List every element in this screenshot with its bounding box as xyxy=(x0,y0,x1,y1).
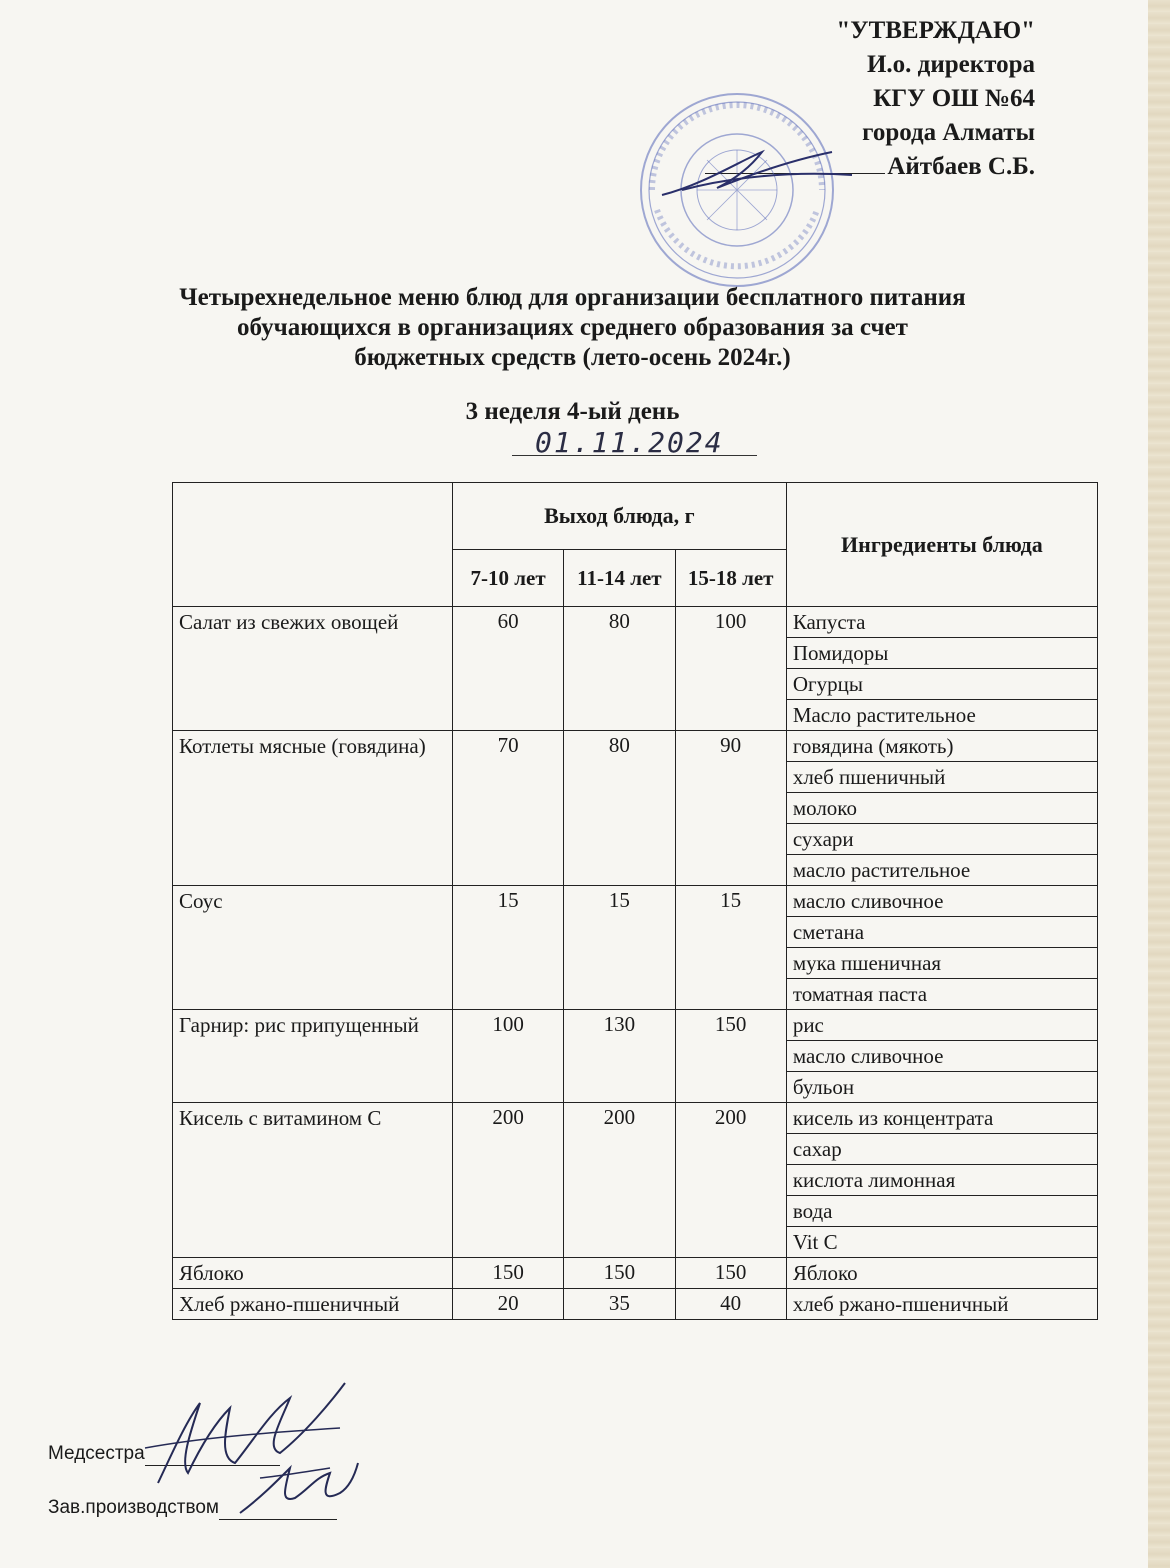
production-label: Зав.производством xyxy=(48,1497,219,1518)
dish-yield: 35 xyxy=(564,1289,675,1320)
dish-yield: 15 xyxy=(675,886,786,1010)
document-title xyxy=(120,283,1025,373)
dish-name: Гарнир: рис припущенный xyxy=(173,1010,453,1103)
dish-yield: 200 xyxy=(564,1103,675,1258)
dish-yield: 90 xyxy=(675,731,786,886)
ingredient-item: говядина (мякоть) xyxy=(786,731,1097,762)
ingredient-item: сахар xyxy=(786,1134,1097,1165)
approval-heading: "УТВЕРЖДАЮ" xyxy=(836,17,1035,44)
dish-yield: 100 xyxy=(675,607,786,731)
table-row xyxy=(173,1289,1098,1320)
age-header-11-14: 11-14 лет xyxy=(564,550,675,607)
dish-yield: 60 xyxy=(452,607,563,731)
table-row xyxy=(173,1010,1098,1041)
ingredient-item: масло растительное xyxy=(786,855,1097,886)
production-handwritten-signature xyxy=(220,1448,360,1518)
ingredient-item: сухари xyxy=(786,824,1097,855)
dish-name: Салат из свежих овощей xyxy=(173,607,453,731)
dish-yield: 200 xyxy=(452,1103,563,1258)
ingredient-item: масло сливочное xyxy=(786,1041,1097,1072)
dish-yield: 200 xyxy=(675,1103,786,1258)
title-line-3: бюджетных средств (лето-осень 2024г.) xyxy=(354,344,791,371)
table-row xyxy=(173,1258,1098,1289)
dish-yield: 80 xyxy=(564,607,675,731)
dish-yield: 40 xyxy=(675,1289,786,1320)
dish-yield: 80 xyxy=(564,731,675,886)
table-row xyxy=(173,607,1098,638)
ingredient-item: молоко xyxy=(786,793,1097,824)
ingredients-header: Ингредиенты блюда xyxy=(786,483,1097,607)
ingredient-item: бульон xyxy=(786,1072,1097,1103)
date-underline xyxy=(512,455,757,456)
ingredient-item: рис xyxy=(786,1010,1097,1041)
menu-table-body xyxy=(173,607,1098,1320)
week-day: 3 неделя 4-ый день xyxy=(465,398,680,425)
nurse-label: Медсестра xyxy=(48,1443,145,1464)
ingredient-item: Vit C xyxy=(786,1227,1097,1258)
dish-yield: 150 xyxy=(564,1258,675,1289)
approval-org: КГУ ОШ №64 xyxy=(873,85,1035,112)
dish-yield: 130 xyxy=(564,1010,675,1103)
dish-yield: 70 xyxy=(452,731,563,886)
school-seal-stamp xyxy=(622,90,852,290)
dish-name: Котлеты мясные (говядина) xyxy=(173,731,453,886)
ingredient-item: кислота лимонная xyxy=(786,1165,1097,1196)
table-row xyxy=(173,886,1098,917)
dish-yield: 15 xyxy=(452,886,563,1010)
dish-yield: 20 xyxy=(452,1289,563,1320)
ingredient-item: хлеб ржано-пшеничный xyxy=(786,1289,1097,1320)
dish-name: Соус xyxy=(173,886,453,1010)
approval-city: города Алматы xyxy=(862,119,1035,146)
ingredient-item: сметана xyxy=(786,917,1097,948)
handwritten-date: 01.11.2024 xyxy=(535,426,724,459)
age-header-7-10: 7-10 лет xyxy=(452,550,563,607)
age-header-15-18: 15-18 лет xyxy=(675,550,786,607)
title-line-2: обучающихся в организациях среднего образования за счет xyxy=(237,314,908,341)
table-row xyxy=(173,731,1098,762)
ingredient-item: Масло растительное xyxy=(786,700,1097,731)
approval-name: Айтбаев С.Б. xyxy=(887,153,1035,180)
dish-yield: 15 xyxy=(564,886,675,1010)
dish-name: Кисель с витамином С xyxy=(173,1103,453,1258)
dish-yield: 150 xyxy=(675,1258,786,1289)
title-line-1: Четырехнедельное меню блюд для организации бесплатного питания xyxy=(179,284,966,311)
dish-header-empty xyxy=(173,483,453,607)
dish-name: Хлеб ржано-пшеничный xyxy=(173,1289,453,1320)
dish-yield: 150 xyxy=(452,1258,563,1289)
ingredient-item: Капуста xyxy=(786,607,1097,638)
ingredient-item: хлеб пшеничный xyxy=(786,762,1097,793)
ingredient-item: вода xyxy=(786,1196,1097,1227)
ingredient-item: кисель из концентрата xyxy=(786,1103,1097,1134)
ingredient-item: Яблоко xyxy=(786,1258,1097,1289)
ingredient-item: томатная паста xyxy=(786,979,1097,1010)
ingredient-item: Огурцы xyxy=(786,669,1097,700)
dish-yield: 100 xyxy=(452,1010,563,1103)
dish-yield: 150 xyxy=(675,1010,786,1103)
paper-edge xyxy=(1148,0,1170,1568)
approval-position: И.о. директора xyxy=(866,51,1035,78)
menu-table xyxy=(172,482,1098,1320)
ingredient-item: мука пшеничная xyxy=(786,948,1097,979)
table-row xyxy=(173,1103,1098,1134)
dish-name: Яблоко xyxy=(173,1258,453,1289)
ingredient-item: Помидоры xyxy=(786,638,1097,669)
ingredient-item: масло сливочное xyxy=(786,886,1097,917)
yield-group-header: Выход блюда, г xyxy=(452,483,786,550)
